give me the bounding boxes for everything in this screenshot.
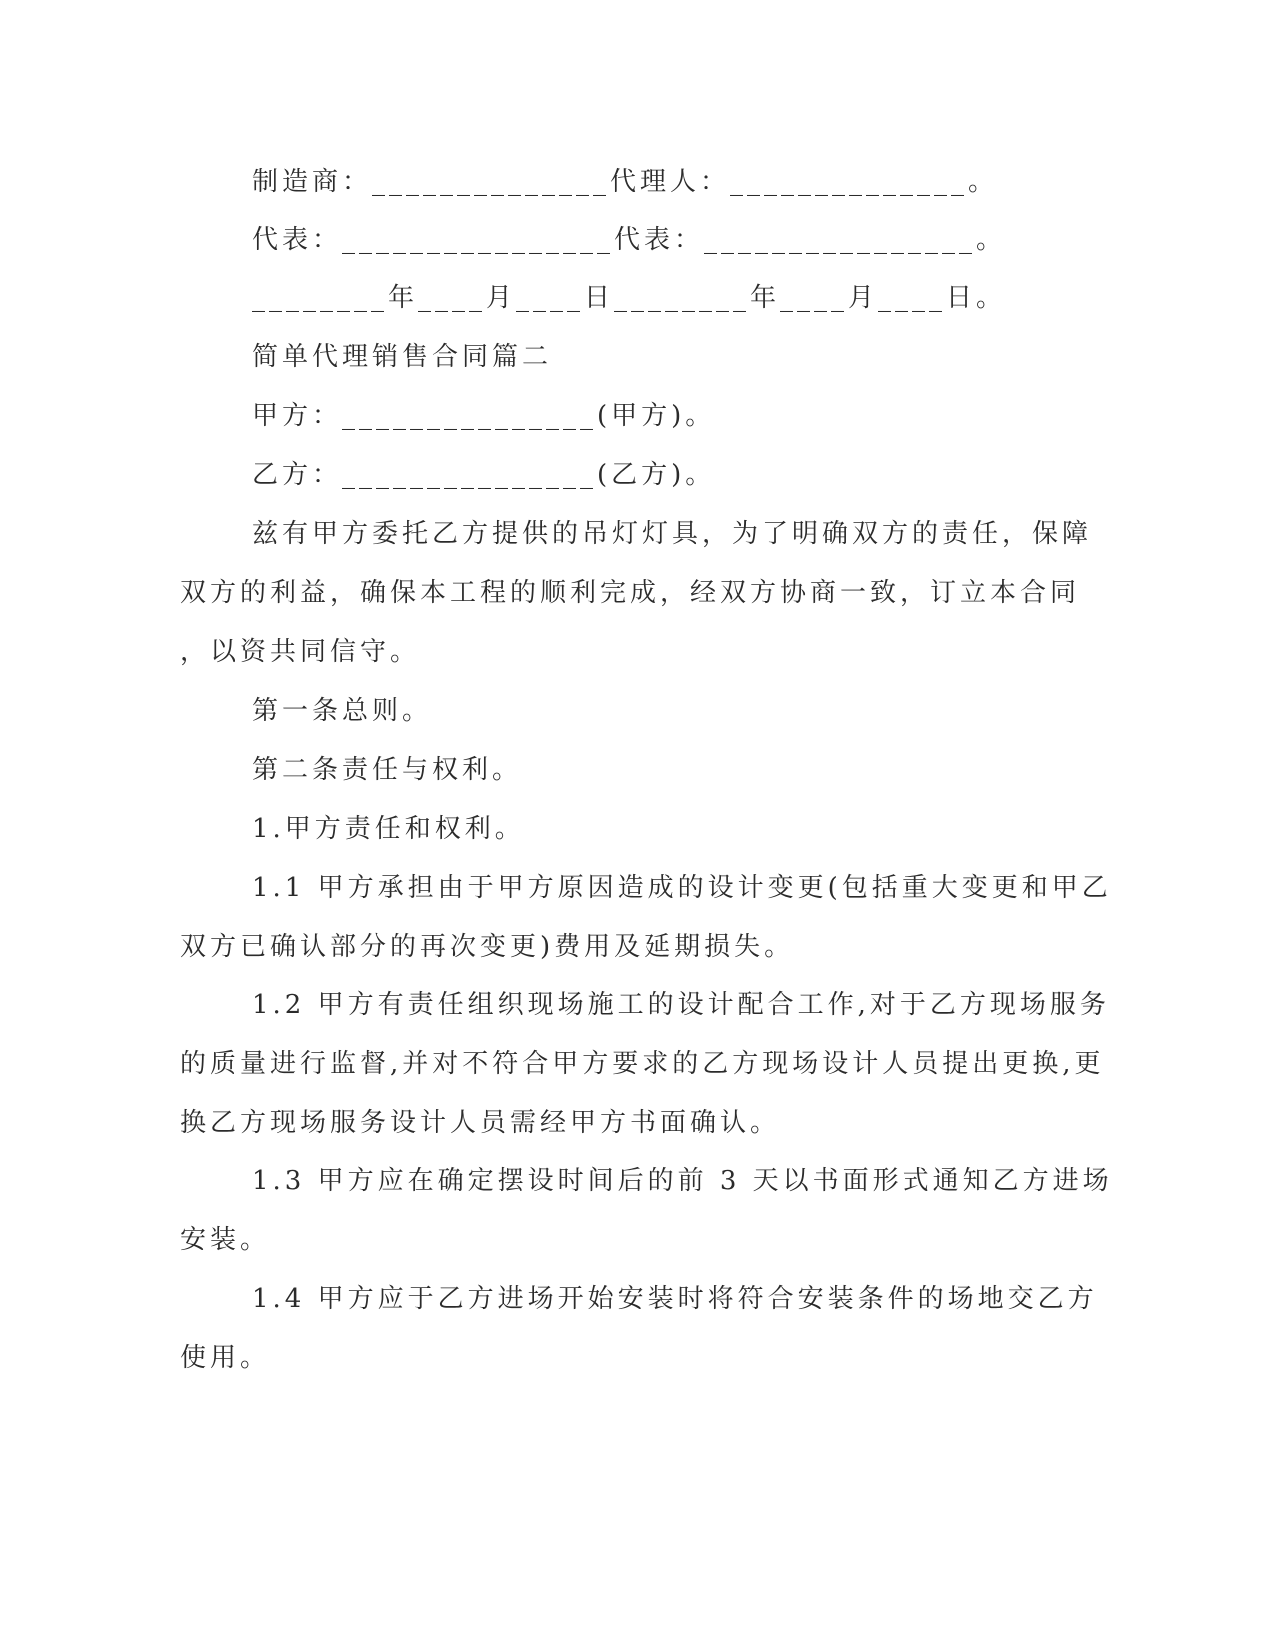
clause-1-4-line-1: 1.4 甲方应于乙方进场开始安装时将符合安装条件的场地交乙方 <box>252 1284 1098 1314</box>
clause-1-3-line-2: 安装。 <box>180 1225 271 1255</box>
clause-1-2-line-3: 换乙方现场服务设计人员需经甲方书面确认。 <box>180 1108 781 1138</box>
clause-1-2-line-2: 的质量进行监督,并对不符合甲方要求的乙方现场设计人员提出更换,更 <box>180 1049 1105 1079</box>
article-1-heading: 第一条总则。 <box>252 696 433 726</box>
preamble-line-1: 兹有甲方委托乙方提供的吊灯灯具，为了明确双方的责任，保障 <box>252 519 1093 549</box>
party-a-line: 甲方：_______________(甲方)。 <box>252 401 716 431</box>
preamble-line-3: ，以资共同信守。 <box>180 637 421 667</box>
signature-manufacturer-agent-line: 制造商：______________代理人：______________。 <box>252 167 999 197</box>
clause-1-4-line-2: 使用。 <box>180 1343 271 1373</box>
party-b-line: 乙方：_______________(乙方)。 <box>252 460 716 490</box>
preamble-line-2: 双方的利益，确保本工程的顺利完成，经双方协商一致，订立本合同 <box>180 578 1081 608</box>
section-heading: 简单代理销售合同篇二 <box>252 342 553 372</box>
signature-date-line: ________年____月____日________年____月____日。 <box>252 283 1007 313</box>
clause-1-2-line-1: 1.2 甲方有责任组织现场施工的设计配合工作,对于乙方现场服务 <box>252 990 1110 1020</box>
signature-representative-line: 代表：________________代表：________________。 <box>252 225 1007 255</box>
clause-1-1-line-1: 1.1 甲方承担由于甲方原因造成的设计变更(包括重大变更和甲乙 <box>252 873 1112 903</box>
clause-1-1-line-2: 双方已确认部分的再次变更)费用及延期损失。 <box>180 932 795 962</box>
clause-1-heading: 1.甲方责任和权利。 <box>252 814 525 844</box>
article-2-heading: 第二条责任与权利。 <box>252 755 523 785</box>
clause-1-3-line-1: 1.3 甲方应在确定摆设时间后的前 3 天以书面形式通知乙方进场 <box>252 1166 1113 1196</box>
